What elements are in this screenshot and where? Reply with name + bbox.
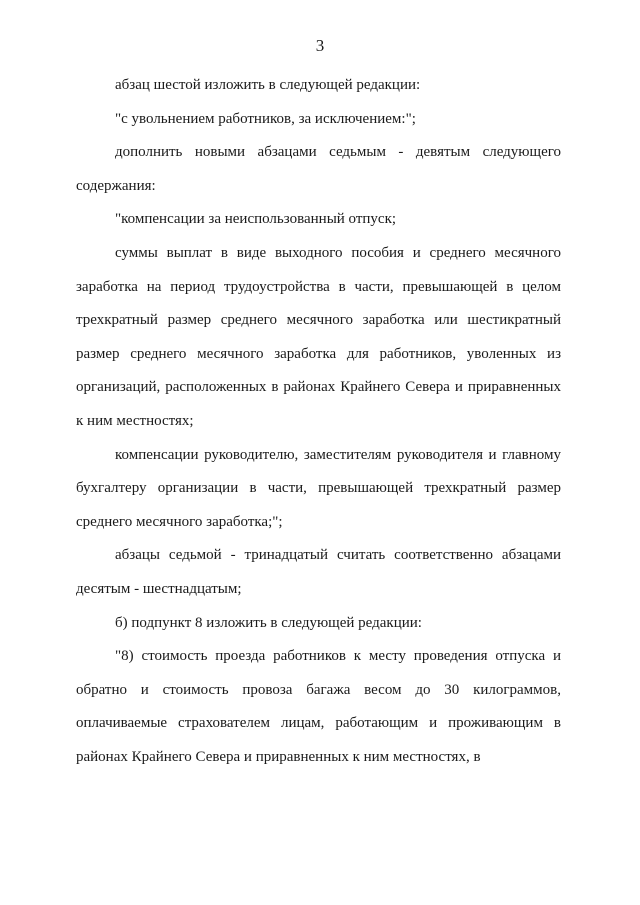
paragraph-6: компенсации руководителю, заместителям руководителя и главному бухгалтеру организации в части, превышающей трехкратный размер среднего месячного заработка;"; xyxy=(76,446,561,530)
paragraph-4: "компенсации за неиспользованный отпуск; xyxy=(115,211,397,228)
paragraph-2: "с увольнением работников, за исключением:"; xyxy=(115,110,416,127)
paragraph-5: суммы выплат в виде выходного пособия и среднего месячного заработка на период трудоустройства в части, превышающей в целом трехкратный размер среднего месячного заработка или шестикратный размер среднего месячного заработка для работников, уволенных из организаций, расположенных в районах Крайнего Севера и приравненных к ним местностях; xyxy=(76,244,561,429)
paragraph-7: абзацы седьмой - тринадцатый считать соответственно абзацами десятым - шестнадцатым; xyxy=(76,547,561,597)
page-number: 3 xyxy=(315,36,325,55)
paragraph-3: дополнить новыми абзацами седьмым - девятым следующего содержания: xyxy=(76,144,561,194)
document-body xyxy=(76,69,561,774)
paragraph-8: б) подпункт 8 изложить в следующей редакции: xyxy=(115,614,422,631)
paragraph-1: абзац шестой изложить в следующей редакции: xyxy=(115,77,421,93)
paragraph-9: "8) стоимость проезда работников к месту проведения отпуска и обратно и стоимость провоза багажа весом до 30 килограммов, оплачиваемые страхователем лицам, работающим и проживающим в районах Крайнего Севера и приравненных к ним местностях, в xyxy=(76,648,561,765)
